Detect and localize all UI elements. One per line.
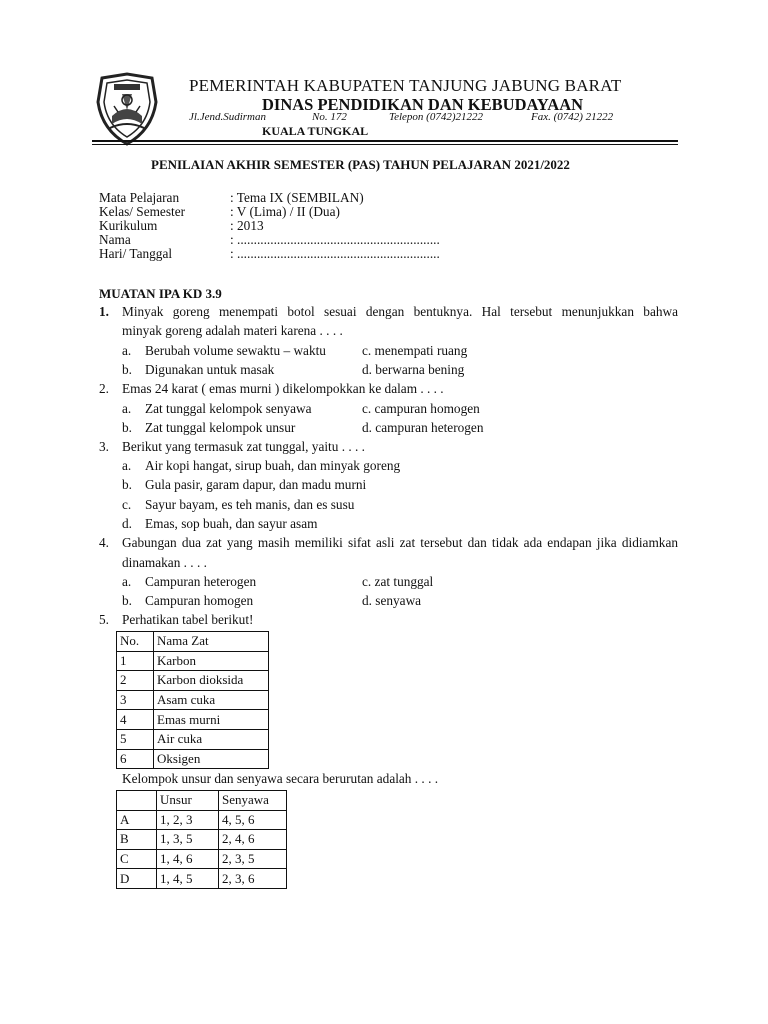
option-a[interactable]: Campuran heterogen (145, 574, 257, 589)
option-letter: b. (122, 477, 132, 492)
header-divider-thin (92, 144, 678, 145)
header-fax: Fax. (0742) 21222 (531, 111, 614, 123)
question-number: 2. (99, 381, 109, 396)
section-heading: MUATAN IPA KD 3.9 (99, 286, 222, 301)
table-cell: Asam cuka (154, 690, 269, 710)
table-header: Nama Zat (154, 632, 269, 652)
table-row (117, 690, 269, 710)
question-number: 3. (99, 439, 109, 454)
option-d[interactable]: d. campuran heterogen (362, 420, 484, 435)
option-letter: C (117, 849, 157, 869)
table-cell: 1, 4, 6 (157, 849, 219, 869)
table-cell: 4 (117, 710, 154, 730)
option-letter: b. (122, 593, 132, 608)
table-row (117, 729, 269, 749)
table-cell: 3 (117, 690, 154, 710)
question-text: Minyak goreng menempati botol sesuai dengan bentuknya. Hal tersebut menunjukkan bahwa (122, 304, 678, 319)
identity-label: Kelas/ Semester (99, 204, 186, 219)
identity-value: : V (Lima) / II (Dua) (230, 204, 340, 219)
option-d[interactable]: d. senyawa (362, 593, 422, 608)
table-header: No. (117, 632, 154, 652)
question-number: 4. (99, 535, 109, 550)
table-header: Unsur (157, 791, 219, 811)
option-c[interactable]: Sayur bayam, es teh manis, dan es susu (145, 497, 355, 512)
option-a[interactable]: Zat tunggal kelompok senyawa (145, 401, 312, 416)
date-field[interactable]: : ............................................................. (230, 246, 440, 261)
question-text: minyak goreng adalah materi karena . . . . (122, 323, 343, 338)
option-c[interactable]: c. menempati ruang (362, 343, 468, 358)
table-cell: 1, 3, 5 (157, 830, 219, 850)
option-d[interactable]: Emas, sop buah, dan sayur asam (145, 516, 318, 531)
name-field[interactable]: : ............................................................. (230, 232, 440, 247)
option-letter: a. (122, 458, 132, 473)
question-text: dinamakan . . . . (122, 555, 207, 570)
table-cell: 2, 3, 6 (219, 869, 287, 889)
table-cell: 4, 5, 6 (219, 810, 287, 830)
table-cell: 2, 3, 5 (219, 849, 287, 869)
identity-label: Nama (99, 232, 131, 247)
option-letter: b. (122, 362, 132, 377)
option-b[interactable]: Gula pasir, garam dapur, dan madu murni (145, 477, 367, 492)
table-row (117, 651, 269, 671)
identity-value: : 2013 (230, 218, 264, 233)
option-letter: a. (122, 574, 132, 589)
option-letter: a. (122, 401, 132, 416)
table-header (117, 791, 157, 811)
option-letter: B (117, 830, 157, 850)
table-row[interactable] (117, 830, 287, 850)
option-c[interactable]: c. campuran homogen (362, 401, 480, 416)
question-number: 5. (99, 612, 109, 627)
question-text: Perhatikan tabel berikut! (122, 612, 254, 627)
table-cell: 5 (117, 729, 154, 749)
regency-emblem-logo (92, 72, 162, 146)
option-b[interactable]: Campuran homogen (145, 593, 254, 608)
table-cell: Air cuka (154, 729, 269, 749)
option-c[interactable]: c. zat tunggal (362, 574, 434, 589)
option-letter: A (117, 810, 157, 830)
option-letter: D (117, 869, 157, 889)
table-cell: Karbon (154, 651, 269, 671)
question-text: Emas 24 karat ( emas murni ) dikelompokkan ke dalam . . . . (122, 381, 444, 396)
table-cell: 1, 4, 5 (157, 869, 219, 889)
table-cell: 1 (117, 651, 154, 671)
header-address: Jl.Jend.Sudirman (189, 111, 266, 123)
option-d[interactable]: d. berwarna bening (362, 362, 465, 377)
table-row (117, 710, 269, 730)
header-department: DINAS PENDIDIKAN DAN KEBUDAYAAN (262, 95, 584, 114)
option-letter: c. (122, 497, 132, 512)
header-government: PEMERINTAH KABUPATEN TANJUNG JABUNG BARAT (189, 76, 622, 95)
question-text: Gabungan dua zat yang masih memiliki sifat asli zat tersebut dan tidak ada endapan jika didiamkan (122, 535, 678, 550)
option-a[interactable]: Air kopi hangat, sirup buah, dan minyak goreng (145, 458, 401, 473)
option-letter: a. (122, 343, 132, 358)
table-row[interactable] (117, 869, 287, 889)
header-divider-thick (92, 140, 678, 142)
table-cell: 2 (117, 671, 154, 691)
table-cell: 1, 2, 3 (157, 810, 219, 830)
header-number: No. 172 (312, 111, 347, 123)
header-city: KUALA TUNGKAL (262, 124, 369, 138)
substance-table (116, 631, 269, 769)
question-text: Kelompok unsur dan senyawa secara berurutan adalah . . . . (122, 771, 439, 786)
answer-options-table (116, 790, 287, 889)
header-phone: Telepon (0742)21222 (389, 111, 484, 123)
table-cell: Oksigen (154, 749, 269, 769)
table-header-row (117, 791, 287, 811)
identity-label: Mata Pelajaran (99, 190, 180, 205)
identity-value: : Tema IX (SEMBILAN) (230, 190, 364, 205)
option-b[interactable]: Zat tunggal kelompok unsur (145, 420, 296, 435)
table-row[interactable] (117, 849, 287, 869)
table-header: Senyawa (219, 791, 287, 811)
option-letter: d. (122, 516, 132, 531)
table-header-row (117, 632, 269, 652)
option-b[interactable]: Digunakan untuk masak (145, 362, 275, 377)
table-row[interactable] (117, 810, 287, 830)
identity-label: Hari/ Tanggal (99, 246, 173, 261)
question-text: Berikut yang termasuk zat tunggal, yaitu . . . . (122, 439, 365, 454)
table-row (117, 749, 269, 769)
table-cell: Karbon dioksida (154, 671, 269, 691)
table-cell: Emas murni (154, 710, 269, 730)
exam-title: PENILAIAN AKHIR SEMESTER (PAS) TAHUN PELAJARAN 2021/2022 (151, 157, 570, 172)
option-letter: b. (122, 420, 132, 435)
identity-label: Kurikulum (99, 218, 158, 233)
table-cell: 2, 4, 6 (219, 830, 287, 850)
option-a[interactable]: Berubah volume sewaktu – waktu (145, 343, 326, 358)
question-number: 1. (99, 304, 109, 319)
table-cell: 6 (117, 749, 154, 769)
table-row (117, 671, 269, 691)
